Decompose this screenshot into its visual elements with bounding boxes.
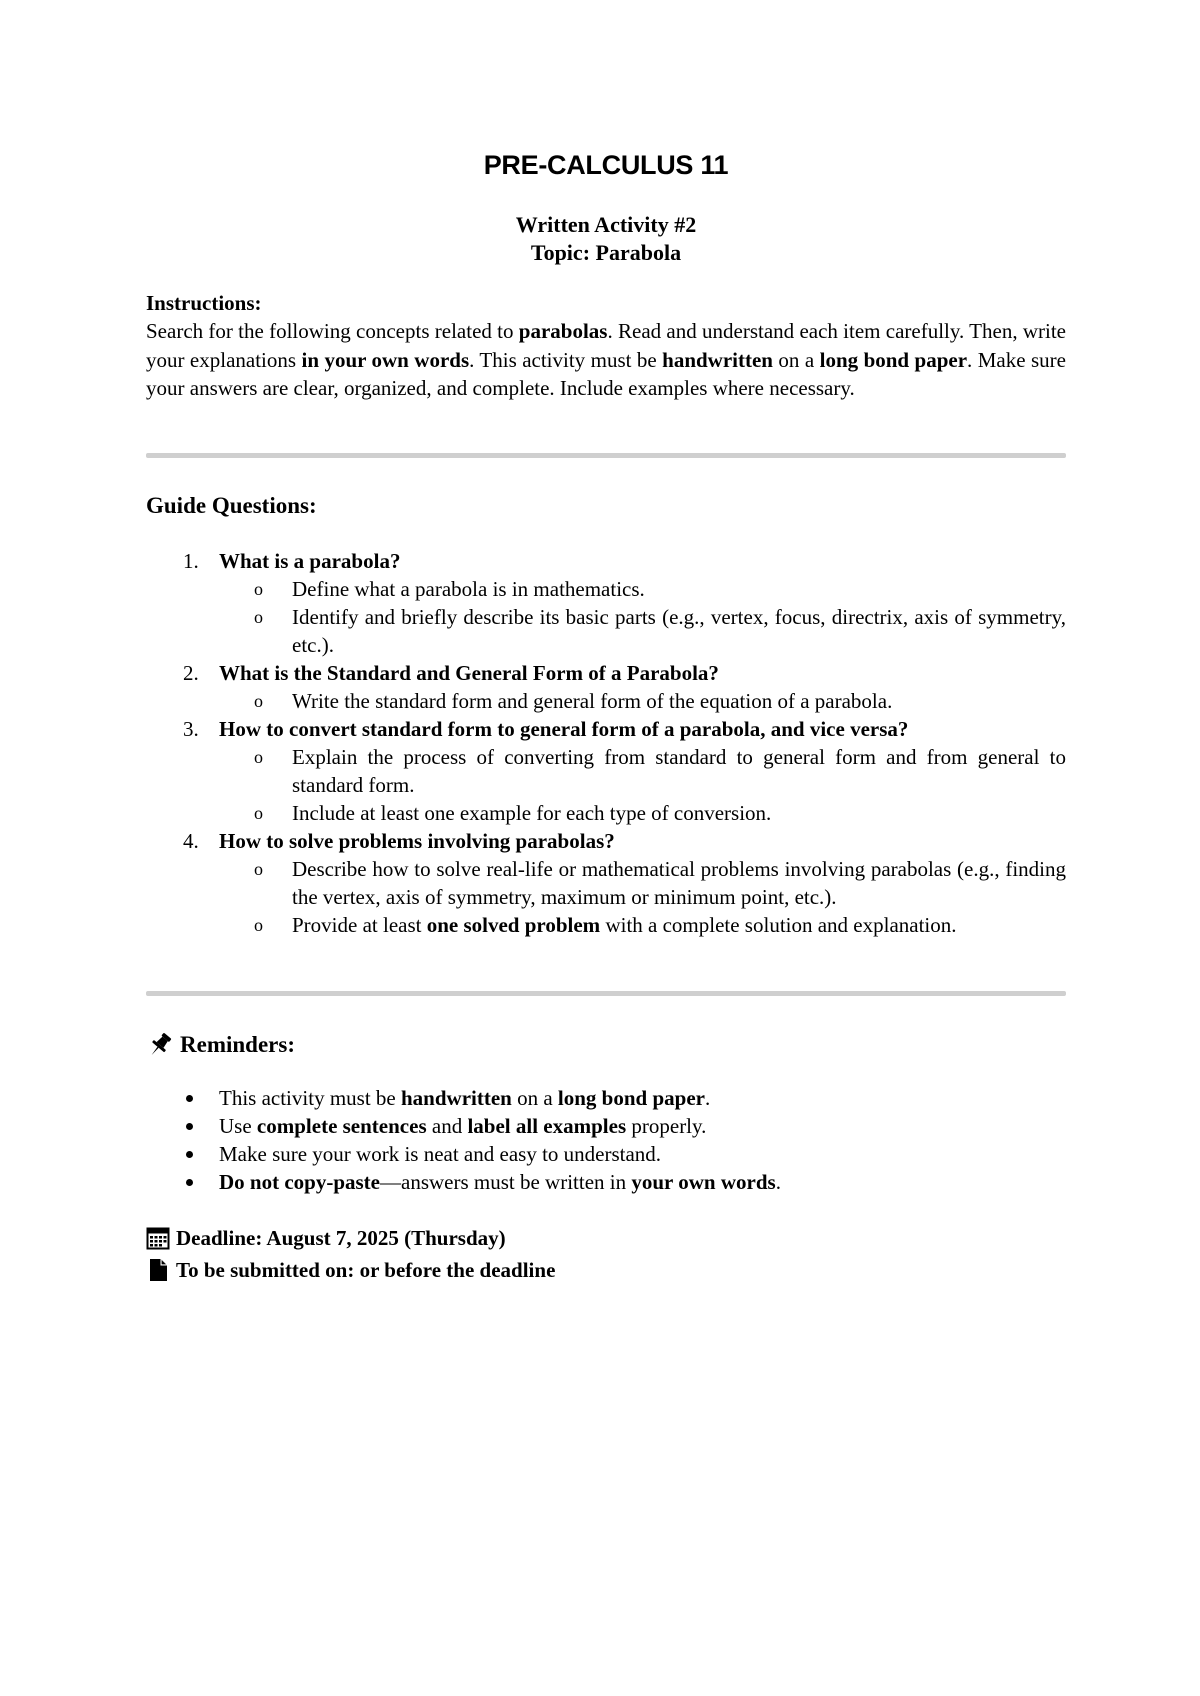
text-run: on a <box>511 1085 558 1110</box>
text-run: Write the standard form and general form of the equation of a parabola. <box>292 688 893 713</box>
question-number: 2. <box>183 660 199 685</box>
bullet-icon <box>186 1179 193 1186</box>
reminders-heading-row <box>146 1030 1066 1060</box>
question-subitems <box>219 855 1066 939</box>
text-run: . Read and understand each item carefully. Then, write your explanations <box>146 319 1066 372</box>
document-icon <box>146 1258 170 1282</box>
calendar-icon <box>146 1226 170 1250</box>
bold-text: complete sentences <box>256 1113 427 1138</box>
submission-row <box>146 1254 1066 1286</box>
deadline-text: Deadline: August 7, 2025 (Thursday) <box>176 1225 506 1250</box>
question-subitems <box>219 575 1066 659</box>
circle-bullet-icon: o <box>254 578 263 599</box>
question-subitem <box>219 911 1066 939</box>
question-subitem <box>219 603 1066 659</box>
bold-text: parabolas <box>518 319 608 343</box>
topic-label: Topic: Parabola <box>530 240 682 265</box>
question-subitem <box>219 855 1066 911</box>
circle-bullet-icon: o <box>254 606 263 627</box>
question-number: 1. <box>183 548 199 573</box>
question-subitem <box>219 743 1066 799</box>
bold-text: one solved problem <box>426 912 601 937</box>
guide-question-4 <box>146 827 1066 939</box>
bullet-icon <box>186 1123 193 1130</box>
text-run: with a complete solution and explanation. <box>600 912 957 937</box>
reminders-heading: Reminders: <box>180 1031 295 1057</box>
reminders-list <box>146 1084 1066 1196</box>
instructions-heading: Instructions: <box>146 291 262 315</box>
section-divider <box>146 453 1066 458</box>
circle-bullet-icon: o <box>254 914 263 935</box>
text-run: and <box>426 1113 468 1138</box>
text-run: Use <box>219 1113 257 1138</box>
guide-questions-heading: Guide Questions: <box>146 492 317 518</box>
text-run: on a <box>773 347 820 372</box>
question-text: What is a parabola? <box>219 548 401 573</box>
question-number: 4. <box>183 828 199 853</box>
guide-question-3 <box>146 715 1066 827</box>
text-run: . <box>775 1169 781 1194</box>
pushpin-icon <box>146 1031 174 1059</box>
text-run: Explain the process of converting from standard to general form and from general to standard form. <box>292 744 1066 797</box>
question-subitem <box>219 575 1066 603</box>
question-subitem <box>219 799 1066 827</box>
bold-text: long bond paper <box>557 1085 705 1110</box>
circle-bullet-icon: o <box>254 690 263 711</box>
bold-text: handwritten <box>400 1085 512 1110</box>
submission-text: To be submitted on: or before the deadline <box>176 1257 556 1282</box>
text-run: . Make sure your answers are clear, organized, and complete. Include examples where necessary. <box>146 347 1066 400</box>
reminder-item <box>146 1112 1066 1140</box>
question-number: 3. <box>183 716 199 741</box>
text-run: Identify and briefly describe its basic parts (e.g., vertex, focus, directrix, axis of symmetry, etc.). <box>292 604 1066 657</box>
activity-label: Written Activity #2 <box>515 212 697 237</box>
text-run: Include at least one example for each type of conversion. <box>292 800 772 825</box>
bold-text: in your own words <box>301 347 470 372</box>
section-divider <box>146 991 1066 996</box>
question-subitems <box>219 743 1066 827</box>
reminder-item <box>146 1168 1066 1196</box>
question-text: What is the Standard and General Form of a Parabola? <box>219 660 719 685</box>
bullet-icon <box>186 1095 193 1102</box>
bullet-icon <box>186 1151 193 1158</box>
question-subitem <box>219 687 1066 715</box>
reminder-item <box>146 1140 1066 1168</box>
page-title: PRE-CALCULUS 11 <box>483 150 729 180</box>
bold-text: your own words <box>631 1169 776 1194</box>
guide-question-2 <box>146 659 1066 715</box>
circle-bullet-icon: o <box>254 746 263 767</box>
deadline-row <box>146 1222 1066 1254</box>
question-text: How to convert standard form to general form of a parabola, and vice versa? <box>219 716 909 741</box>
bold-text: handwritten <box>662 347 773 372</box>
guide-questions-list <box>146 547 1066 939</box>
circle-bullet-icon: o <box>254 802 263 823</box>
text-run: Define what a parabola is in mathematics. <box>292 576 645 601</box>
guide-question-1 <box>146 547 1066 659</box>
question-subitems <box>219 687 1066 715</box>
text-run: . This activity must be <box>469 347 663 372</box>
text-run: —answers must be written in <box>380 1169 632 1194</box>
text-run: Provide at least <box>292 912 427 937</box>
instructions-body <box>146 317 1066 403</box>
text-run: Make sure your work is neat and easy to understand. <box>219 1141 662 1166</box>
bold-text: long bond paper <box>819 347 968 372</box>
bold-text: label all examples <box>467 1113 627 1138</box>
document-page <box>146 0 1066 1286</box>
text-run: properly. <box>626 1113 707 1138</box>
reminder-item <box>146 1084 1066 1112</box>
circle-bullet-icon: o <box>254 858 263 879</box>
question-text: How to solve problems involving parabolas? <box>219 828 615 853</box>
text-run: Search for the following concepts related to <box>146 319 519 343</box>
text-run: . <box>704 1085 711 1110</box>
text-run: Describe how to solve real-life or mathematical problems involving parabolas (e.g., finding the vertex, axis of symmetry, maximum or minimum point, etc.). <box>292 856 1066 909</box>
text-run: This activity must be <box>219 1085 401 1110</box>
bold-text: Do not copy-paste <box>219 1169 380 1194</box>
